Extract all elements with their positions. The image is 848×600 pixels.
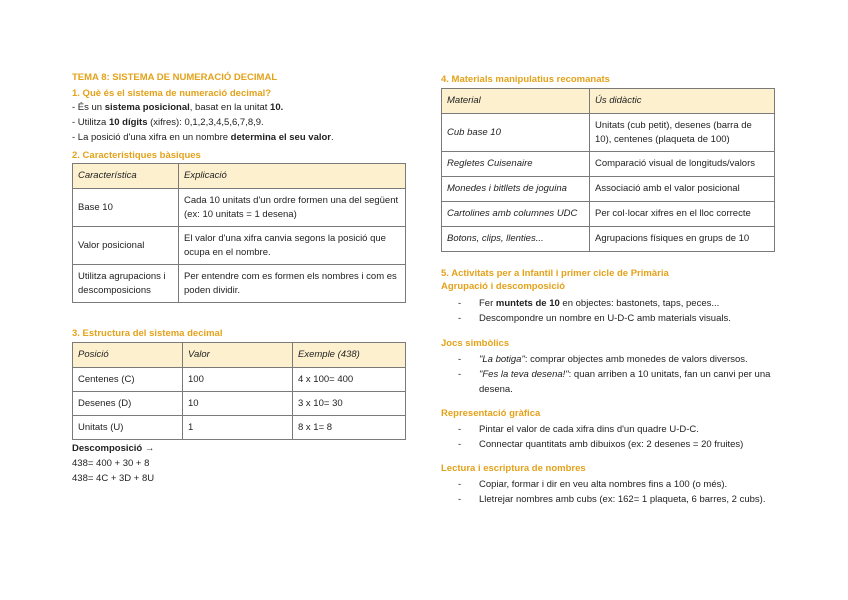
table-row <box>73 265 406 303</box>
table-cell: Unitats (U) <box>73 416 183 440</box>
table-cell: 3 x 10= 30 <box>293 392 406 416</box>
list-item: - Copiar, formar i dir en veu alta nombres fins a 100 (o més). <box>458 479 728 490</box>
table-cell: Monedes i bitllets de joguina <box>442 177 590 202</box>
left-column <box>72 72 406 486</box>
table-cell: Utilitza agrupacions i descomposicions <box>73 265 179 303</box>
table-header: Explicació <box>179 164 406 189</box>
list-item: - Pintar el valor de cada xifra dins d'un quadre U-D-C. <box>458 424 699 435</box>
table-header: Valor <box>183 343 293 368</box>
characteristics-table <box>72 163 406 303</box>
structure-table <box>72 342 406 440</box>
table-cell: Cada 10 unitats d'un ordre formen una del següent (ex: 10 unitats = 1 desena) <box>179 189 406 227</box>
table-cell: Associació amb el valor posicional <box>590 177 775 202</box>
s1-line-3: - La posició d'una xifra en un nombre determina el seu valor. <box>72 132 334 143</box>
section-1-heading: 1. Què és el sistema de numeració decimal? <box>72 88 272 99</box>
table-row <box>442 177 775 202</box>
list-item: - "Fes la teva desena!": quan arriben a 10 unitats, fan un canvi per una desena. <box>458 369 771 395</box>
group-heading: Jocs simbòlics <box>441 338 510 349</box>
table-row <box>442 152 775 177</box>
table-header-row <box>442 89 775 114</box>
materials-table <box>441 88 775 252</box>
table-header: Ús didàctic <box>590 89 775 114</box>
table-row <box>73 227 406 265</box>
table-cell: Unitats (cub petit), desenes (barra de 10), centenes (plaqueta de 100) <box>590 114 775 152</box>
table-row <box>73 189 406 227</box>
activity-list <box>441 296 775 326</box>
table-cell: 1 <box>183 416 293 440</box>
table-header: Material <box>442 89 590 114</box>
table-row <box>73 368 406 392</box>
table-header-row <box>73 343 406 368</box>
list-item: - Descompondre un nombre en U-D-C amb materials visuals. <box>458 313 731 324</box>
section-5-heading: 5. Activitats per a Infantil i primer cicle de Primària <box>441 268 669 279</box>
table-cell: 8 x 1= 8 <box>293 416 406 440</box>
table-cell: Desenes (D) <box>73 392 183 416</box>
table-header-row <box>73 164 406 189</box>
group-heading: Representació gràfica <box>441 408 541 419</box>
table-row <box>442 114 775 152</box>
table-cell: Per col·locar xifres en el lloc correcte <box>590 202 775 227</box>
list-item: - "La botiga": comprar objectes amb monedes de valors diversos. <box>458 354 748 365</box>
table-cell: 4 x 100= 400 <box>293 368 406 392</box>
table-row <box>442 202 775 227</box>
table-cell: Per entendre com es formen els nombres i com es poden dividir. <box>179 265 406 303</box>
activity-list <box>441 352 775 397</box>
table-cell: Agrupacions físiques en grups de 10 <box>590 227 775 252</box>
table-row <box>442 227 775 252</box>
table-cell: 100 <box>183 368 293 392</box>
activity-list <box>441 422 775 452</box>
right-column <box>441 72 775 507</box>
table-cell: Cub base 10 <box>442 114 590 152</box>
group-heading: Lectura i escriptura de nombres <box>441 463 586 474</box>
section-2-heading: 2. Característiques bàsiques <box>72 150 201 161</box>
table-cell: Base 10 <box>73 189 179 227</box>
decomposition-line: 438= 4C + 3D + 8U <box>72 473 155 484</box>
table-cell: Botons, clips, llenties... <box>442 227 590 252</box>
table-cell: Comparació visual de longituds/valors <box>590 152 775 177</box>
doc-title: TEMA 8: SISTEMA DE NUMERACIÓ DECIMAL <box>72 72 278 83</box>
activity-list <box>441 477 775 507</box>
list-item: - Connectar quantitats amb dibuixos (ex: 2 desenes = 20 fruites) <box>458 439 744 450</box>
list-item: - Lletrejar nombres amb cubs (ex: 162= 1 plaqueta, 6 barres, 2 cubs). <box>458 494 766 505</box>
decomposition-label: Descomposició → <box>72 443 155 454</box>
table-row <box>73 416 406 440</box>
table-cell: Valor posicional <box>73 227 179 265</box>
table-cell: Cartolines amb columnes UDC <box>442 202 590 227</box>
table-cell: El valor d'una xifra canvia segons la posició que ocupa en el nombre. <box>179 227 406 265</box>
table-header: Exemple (438) <box>293 343 406 368</box>
list-item: - Fer muntets de 10 en objectes: bastonets, taps, peces... <box>458 298 720 309</box>
table-cell: 10 <box>183 392 293 416</box>
decomposition-line: 438= 400 + 30 + 8 <box>72 458 150 469</box>
s1-line-2: - Utilitza 10 dígits (xifres): 0,1,2,3,4,5,6,7,8,9. <box>72 117 264 128</box>
s1-line-1: - És un sistema posicional, basat en la unitat 10. <box>72 102 284 113</box>
table-cell: Centenes (C) <box>73 368 183 392</box>
table-cell: Regletes Cuisenaire <box>442 152 590 177</box>
group-heading: Agrupació i descomposició <box>441 281 566 292</box>
table-header: Posició <box>73 343 183 368</box>
table-header: Característica <box>73 164 179 189</box>
section-4-heading: 4. Materials manipulatius recomanats <box>441 74 610 85</box>
table-row <box>73 392 406 416</box>
section-3-heading: 3. Estructura del sistema decimal <box>72 328 223 339</box>
